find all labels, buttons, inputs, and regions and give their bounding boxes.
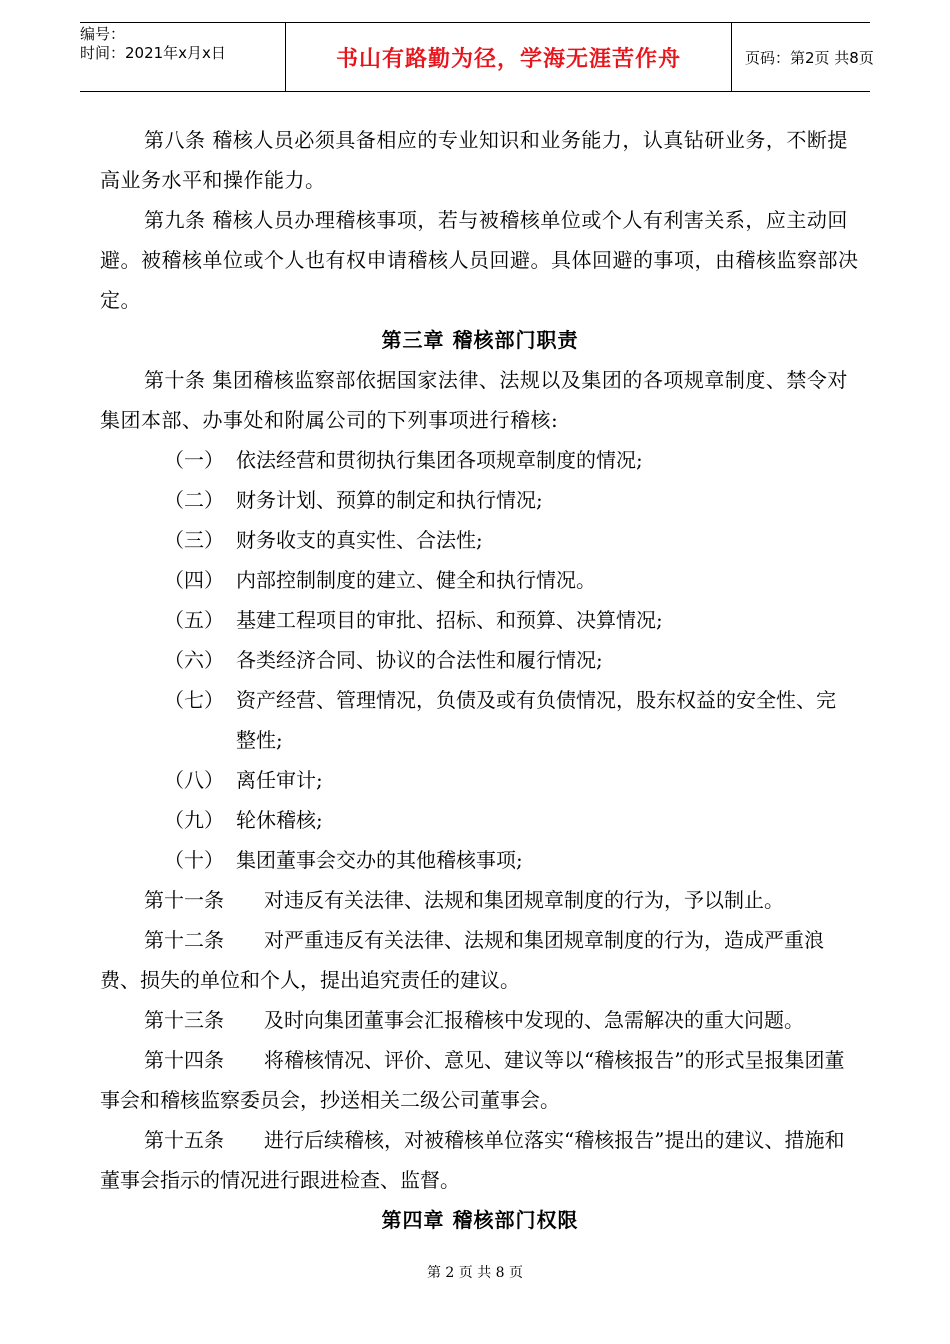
list-item-number: （四） xyxy=(164,568,224,592)
list-item-text: 离任审计; xyxy=(236,768,323,792)
list-item xyxy=(100,840,860,880)
list-item-number: （二） xyxy=(164,488,224,512)
document-time-label: 时间：2021年x月x日 xyxy=(80,44,226,62)
article-heading: 第十一条 xyxy=(144,888,224,912)
article-9: 第九条 稽核人员办理稽核事项，若与被稽核单位或个人有利害关系，应主动回避。被稽核单位或个人也有权申请稽核人员回避。具体回避的事项，由稽核监察部决定。 xyxy=(100,208,859,312)
page-footer: 第 2 页 共 8 页 xyxy=(426,1265,524,1281)
article-10: 第十条 集团稽核监察部依据国家法律、法规以及集团的各项规章制度、禁令对集团本部、办事处和附属公司的下列事项进行稽核: xyxy=(100,368,848,432)
article-text: 及时向集团董事会汇报稽核中发现的、急需解决的重大问题。 xyxy=(264,1008,804,1032)
list-item-number: （八） xyxy=(164,768,224,792)
article-14 xyxy=(100,1040,860,1120)
list-item-text: 财务收支的真实性、合法性; xyxy=(236,528,483,552)
list-item-text: 轮休稽核; xyxy=(236,808,323,832)
list-item xyxy=(100,480,860,520)
list-item-text: 内部控制制度的建立、健全和执行情况。 xyxy=(236,568,596,592)
list-item xyxy=(100,520,860,560)
article-15 xyxy=(100,1120,860,1200)
list-item xyxy=(100,760,860,800)
header-motto-cell xyxy=(285,23,732,91)
article-13 xyxy=(100,1000,860,1040)
article-heading: 第十五条 xyxy=(144,1128,224,1152)
list-item-text: 集团董事会交办的其他稽核事项; xyxy=(236,848,523,872)
document-number-label: 编号： xyxy=(80,25,126,43)
list-item-text: 财务计划、预算的制定和执行情况; xyxy=(236,488,543,512)
list-item xyxy=(100,680,860,760)
article-11 xyxy=(100,880,860,920)
list-item xyxy=(100,560,860,600)
header-page-info: 页码：第2页 共8页 xyxy=(745,48,874,67)
list-item-number: （七） xyxy=(164,688,224,712)
chapter-3-title: 第三章 稽核部门职责 xyxy=(381,328,579,352)
article-12 xyxy=(100,920,860,1000)
article-heading: 第十四条 xyxy=(144,1048,224,1072)
header-motto: 书山有路勤为径，学海无涯苦作舟 xyxy=(335,46,681,72)
article-text: 对严重违反有关法律、法规和集团规章制度的行为，造成严重浪费、损失的单位和个人，提出追究责任的建议。 xyxy=(100,928,824,992)
list-item-number: （三） xyxy=(164,528,224,552)
document-body xyxy=(100,120,860,1240)
list-item xyxy=(100,640,860,680)
chapter-4-title: 第四章 稽核部门权限 xyxy=(381,1208,579,1232)
list-item-number: （一） xyxy=(164,448,224,472)
header-meta xyxy=(80,23,280,93)
article-heading: 第十二条 xyxy=(144,928,224,952)
list-item-number: （十） xyxy=(164,848,224,872)
list-item xyxy=(100,600,860,640)
list-item xyxy=(100,440,860,480)
article-text: 将稽核情况、评价、意见、建议等以“稽核报告”的形式呈报集团董事会和稽核监察委员会，抄送相关二级公司董事会。 xyxy=(100,1048,845,1112)
article-text: 对违反有关法律、法规和集团规章制度的行为，予以制止。 xyxy=(264,888,784,912)
list-item-text: 资产经营、管理情况，负债及或有负债情况，股东权益的安全性、完整性; xyxy=(236,688,836,752)
article-10-list xyxy=(100,440,860,880)
page-header xyxy=(80,22,874,92)
list-item-number: （九） xyxy=(164,808,224,832)
list-item-text: 各类经济合同、协议的合法性和履行情况; xyxy=(236,648,603,672)
list-item xyxy=(100,800,860,840)
list-item-number: （六） xyxy=(164,648,224,672)
article-text: 进行后续稽核，对被稽核单位落实“稽核报告”提出的建议、措施和董事会指示的情况进行跟进检查、监督。 xyxy=(100,1128,845,1192)
article-8: 第八条 稽核人员必须具备相应的专业知识和业务能力，认真钻研业务，不断提高业务水平和操作能力。 xyxy=(100,128,848,192)
article-heading: 第十三条 xyxy=(144,1008,224,1032)
list-item-text: 基建工程项目的审批、招标、和预算、决算情况; xyxy=(236,608,663,632)
list-item-text: 依法经营和贯彻执行集团各项规章制度的情况; xyxy=(236,448,643,472)
list-item-number: （五） xyxy=(164,608,224,632)
